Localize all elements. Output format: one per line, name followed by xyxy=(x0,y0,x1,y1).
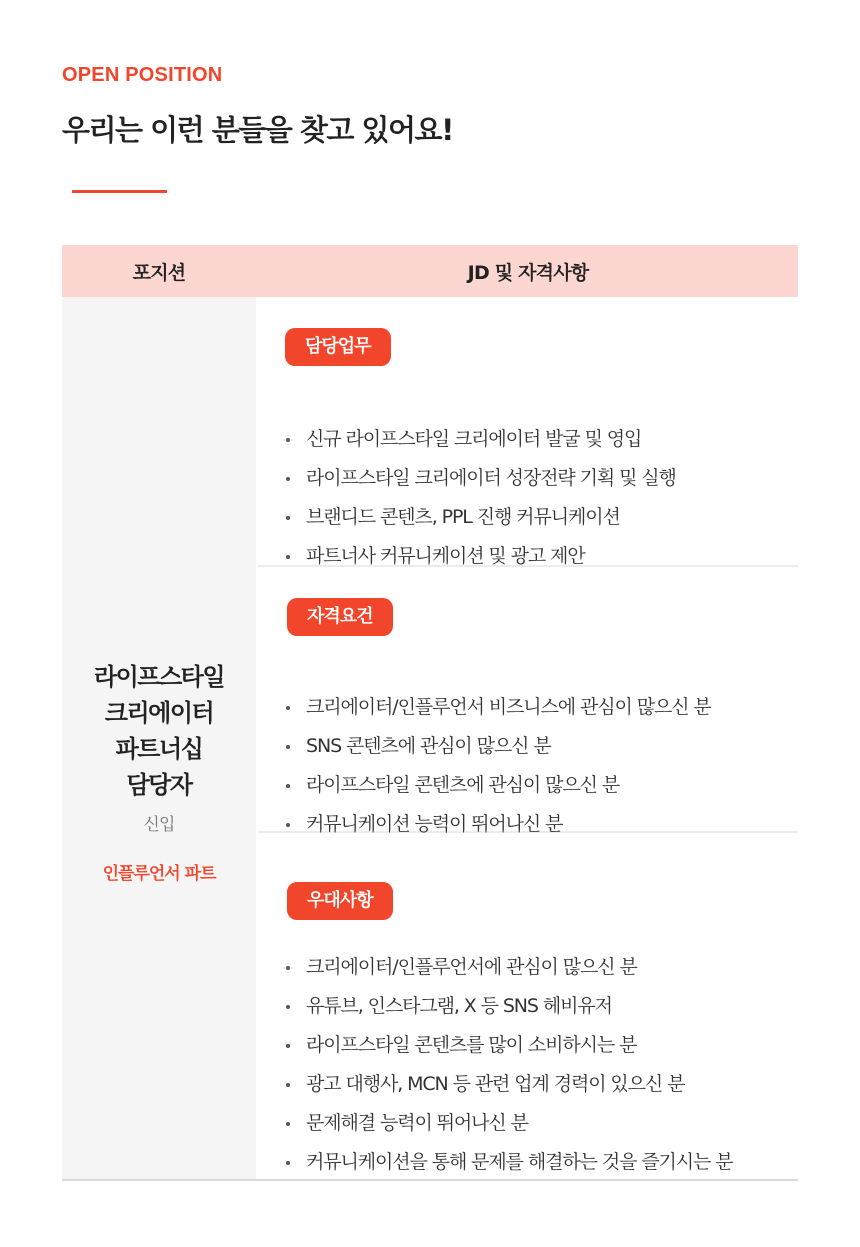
section-badge: 우대사항 xyxy=(287,882,393,920)
preferred-list xyxy=(286,948,786,1182)
jd-section-requirements xyxy=(258,567,798,833)
list-item: 파트너사 커뮤니케이션 및 광고 제안 xyxy=(286,537,786,576)
position-title xyxy=(62,659,256,803)
table-header xyxy=(62,245,798,297)
list-item: 문제해결 능력이 뛰어나신 분 xyxy=(286,1104,786,1143)
list-item: 크리에이터/인플루언서에 관심이 많으신 분 xyxy=(286,948,786,987)
list-item: 커뮤니케이션을 통해 문제를 해결하는 것을 즐기시는 분 xyxy=(286,1143,786,1182)
jd-section-preferred xyxy=(258,833,798,1179)
position-title-line: 크리에이터 xyxy=(104,699,214,727)
jd-cell xyxy=(258,297,798,1179)
duties-list xyxy=(286,420,786,576)
list-item: 라이프스타일 콘텐츠를 많이 소비하시는 분 xyxy=(286,1026,786,1065)
list-item: 유튜브, 인스타그램, X 등 SNS 헤비유저 xyxy=(286,987,786,1026)
jd-section-duties xyxy=(258,297,798,567)
position-table xyxy=(62,245,798,1181)
column-header-jd: JD 및 자격사항 xyxy=(467,261,589,284)
position-title-line: 라이프스타일 xyxy=(93,663,225,691)
position-title-line: 담당자 xyxy=(126,771,192,799)
list-item: 브랜디드 콘텐츠, PPL 진행 커뮤니케이션 xyxy=(286,498,786,537)
list-item: 광고 대행사, MCN 등 관련 업계 경력이 있으신 분 xyxy=(286,1065,786,1104)
list-item: 크리에이터/인플루언서 비즈니스에 관심이 많으신 분 xyxy=(286,688,786,727)
position-cell xyxy=(62,297,256,1179)
list-item: SNS 콘텐츠에 관심이 많으신 분 xyxy=(286,727,786,766)
list-item: 신규 라이프스타일 크리에이터 발굴 및 영입 xyxy=(286,420,786,459)
page-title: 우리는 이런 분들을 찾고 있어요! xyxy=(62,113,453,147)
section-badge: 자격요건 xyxy=(287,598,393,636)
position-level: 신입 xyxy=(143,815,175,835)
list-item: 라이프스타일 콘텐츠에 관심이 많으신 분 xyxy=(286,766,786,805)
list-item: 커뮤니케이션 능력이 뛰어나신 분 xyxy=(286,805,786,844)
position-title-line: 파트너십 xyxy=(115,735,203,763)
title-underline xyxy=(72,190,167,193)
section-eyebrow: OPEN POSITION xyxy=(62,64,223,86)
position-part: 인플루언서 파트 xyxy=(102,864,216,884)
list-item: 라이프스타일 크리에이터 성장전략 기획 및 실행 xyxy=(286,459,786,498)
column-header-position: 포지션 xyxy=(132,261,186,284)
requirements-list xyxy=(286,688,786,844)
table-row xyxy=(62,297,798,1181)
section-badge: 담당업무 xyxy=(285,328,391,366)
